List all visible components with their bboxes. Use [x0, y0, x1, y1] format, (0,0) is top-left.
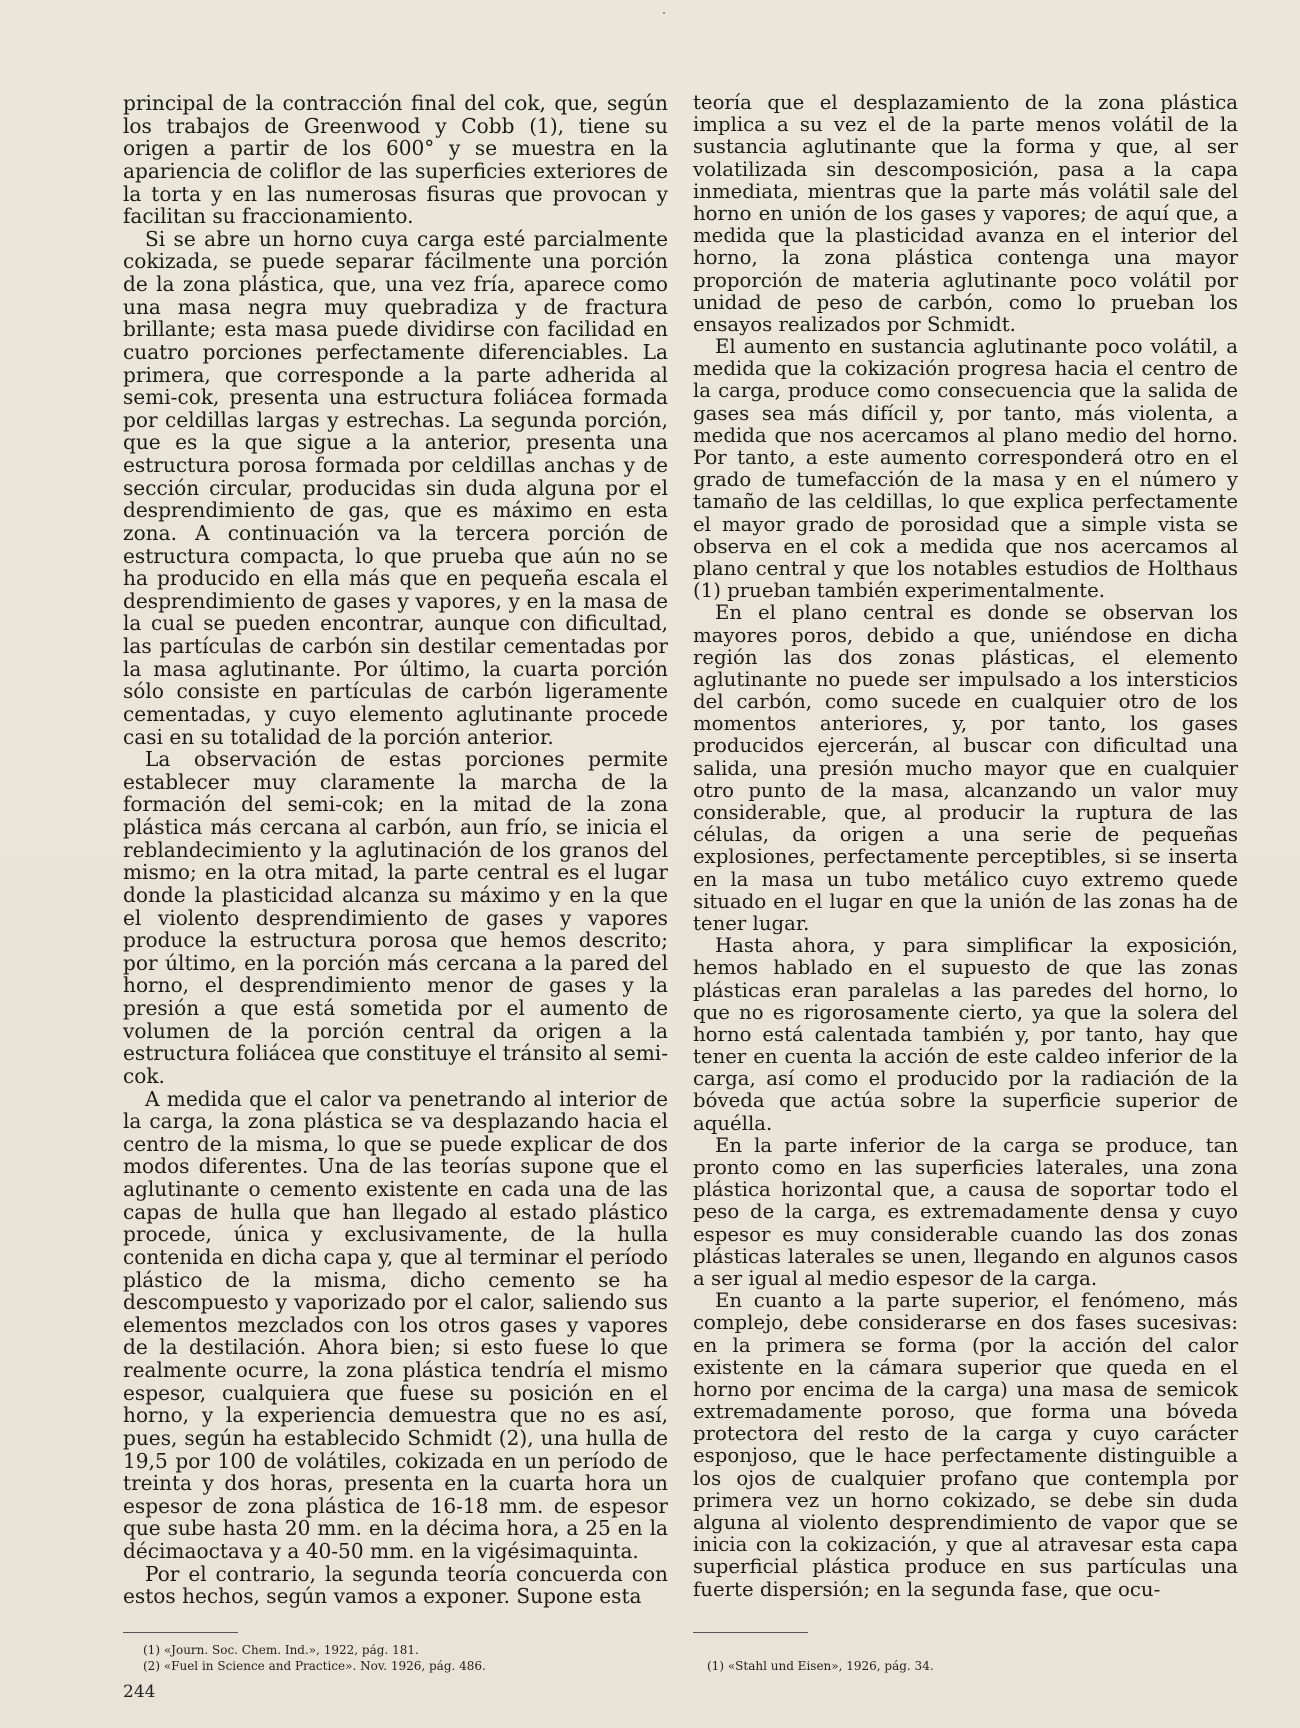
page-number: 244 — [123, 1682, 156, 1702]
footnote-rule-left — [123, 1632, 238, 1633]
right-column — [693, 92, 1238, 1601]
footnote-left-1: (1) «Journ. Soc. Chem. Ind.», 1922, pág. 181. — [143, 1643, 419, 1657]
paragraph: El aumento en sustancia aglutinante poco volátil, a medida que la cokización progresa hacia el centro de la carga, produce como consecuencia que la salida de gases sea más difícil y, por tanto, más violenta, a medida que nos acercamos al plano medio del horno. Por tanto, a este aumento corresponderá otro en el grado de tumefacción de la masa y en el número y tamaño de las celdillas, lo que explica perfectamente el mayor grado de porosidad que a simple vista se observa en el cok a medida que nos acercamos al plano central y que los notables estudios de Holthaus (1) prueban también experimentalmente. — [693, 335, 1238, 603]
paragraph: En cuanto a la parte superior, el fenómeno, más complejo, debe considerarse en dos fases sucesivas: en la primera se forma (por la acción del calor existente en la cámara superior que queda en el horno por encima de la carga) una masa de semicok extremadamente poroso, que forma una bóveda protectora del resto de la carga y cuyo carácter esponjoso, que le hace perfectamente distinguible a los ojos de cualquier profano que contempla por primera vez un horno cokizado, se debe sin duda alguna al violento desprendimiento de vapor que se inicia con la cokización, y que al atravesar esta capa superficial plástica produce en sus partículas una fuerte dispersión; en la segunda fase, que ocu- — [693, 1289, 1238, 1601]
footnote-rule-right — [693, 1632, 808, 1633]
paragraph: Por el contrario, la segunda teoría concuerda con estos hechos, según vamos a exponer. Supone esta — [123, 1561, 668, 1609]
paragraph: En el plano central es donde se observan los mayores poros, debido a que, uniéndose en dicha región las dos zonas plásticas, el elemento aglutinante no puede ser impulsado a los intersticios del carbón, como sucede en cualquier otro de los momentos anteriores, y, por tanto, los gases producidos ejercerán, al buscar con dificultad una salida, una presión mucho mayor que en cualquier otro punto de la masa, alcanzando un valor muy considerable, que, al producir la ruptura de las células, da origen a una serie de pequeñas explosiones, perfectamente perceptibles, si se inserta en la masa un tubo metálico cuyo extremo quede situado en el lugar en que la unión de las zonas ha de tener lugar. — [693, 601, 1238, 935]
footnote-left-2: (2) «Fuel in Science and Practice». Nov. 1926, pág. 486. — [143, 1659, 486, 1673]
paragraph: En la parte inferior de la carga se produce, tan pronto como en las superficies laterales, una zona plástica horizontal que, a causa de soportar todo el peso de la carga, es extremadamente densa y cuyo espesor es muy considerable cuando las dos zonas plásticas laterales se unen, llegando en algunos casos a ser igual al medio espesor de la carga. — [693, 1133, 1238, 1290]
paragraph: A medida que el calor va penetrando al interior de la carga, la zona plástica se va desplazando hacia el centro de la misma, lo que se puede explicar de dos modos diferentes. Una de las teorías supone que el aglutinante o cemento existente en cada una de las capas de hulla que han llegado al estado plástico procede, única y exclusivamente, de la hulla contenida en dicha capa y, que al terminar el período plástico de la misma, dicho cemento se ha descompuesto y vaporizado por el calor, saliendo sus elementos mezclados con los otros gases y vapores de la destilación. Ahora bien; si esto fuese lo que realmente ocurre, la zona plástica tendría el mismo espesor, cualquiera que fuese su posición en el horno, y la experiencia demuestra que no es así, pues, según ha establecido Schmidt (2), una hulla de 19,5 por 100 de volátiles, cokizada en un período de treinta y dos horas, presenta en la cuarta hora un espesor de zona plástica de 16-18 mm. de espesor que sube hasta 20 mm. en la décima hora, a 25 en la décimaoctava y a 40-50 mm. en la vigésimaquinta. — [123, 1086, 668, 1563]
paragraph: teoría que el desplazamiento de la zona plástica implica a su vez el de la parte menos volátil de la sustancia aglutinante que la forma y que, al ser volatilizada sin descomposición, pasa a la capa inmediata, mientras que la parte más volátil sale del horno en unión de los gases y vapores; de aquí que, a medida que la plasticidad avanza en el interior del horno, la zona plástica contenga una mayor proporción de materia aglutinante poco volátil por unidad de peso de carbón, como lo prueban los ensayos realizados por Schmidt. — [693, 91, 1238, 336]
speck — [663, 12, 665, 14]
paragraph: Si se abre un horno cuya carga esté parcialmente cokizada, se puede separar fácilmente una porción de la zona plástica, que, una vez fría, aparece como una masa negra muy quebradiza y de fractura brillante; esta masa puede dividirse con facilidad en cuatro porciones perfectamente diferenciables. La primera, que corresponde a la parte adherida al semi-cok, presenta una estructura foliácea formada por celdillas largas y estrechas. La segunda porción, que es la que sigue a la anterior, presenta una estructura porosa formada por celdillas anchas y de sección circular, producidas sin duda alguna por el desprendimiento de gas, que es máximo en esta zona. A continuación va la tercera porción de estructura compacta, lo que prueba que aún no se ha producido en ella más que en pequeña escala el desprendimiento de gases y vapores, y en la masa de la cual se pueden encontrar, aunque con dificultad, las partículas de carbón sin destilar cementadas por la masa aglutinante. Por último, la cuarta porción sólo consiste en partículas de carbón ligeramente cementadas, y cuyo elemento aglutinante procede casi en su totalidad de la porción anterior. — [123, 226, 668, 749]
paragraph: Hasta ahora, y para simplificar la exposición, hemos hablado en el supuesto de que las zonas plásticas eran paralelas a las paredes del horno, lo que no es rigorosamente cierto, ya que la solera del horno está calentada también y, por tanto, hay que tener en cuenta la acción de este caldeo inferior de la carga, así como el producido por la radiación de la bóveda que actúa sobre la superficie superior de aquélla. — [693, 934, 1238, 1135]
left-column — [123, 92, 668, 1608]
paragraph: La observación de estas porciones permite establecer muy claramente la marcha de la formación del semi-cok; en la mitad de la zona plástica más cercana al carbón, aun frío, se inicia el reblandecimiento y la aglutinación de los granos del mismo; en la otra mitad, la parte central es el lugar donde la plasticidad alcanza su máximo y en la que el violento desprendimiento de gases y vapores produce la estructura porosa que hemos descrito; por último, en la porción más cercana a la pared del horno, el desprendimiento menor de gases y la presión a que está sometida por el aumento de volumen de la porción central da origen a la estructura foliácea que constituye el tránsito al semi-cok. — [123, 747, 668, 1088]
footnote-right-1: (1) «Stahl und Eisen», 1926, pág. 34. — [707, 1659, 934, 1673]
paragraph: principal de la contracción final del cok, que, según los trabajos de Greenwood y Cobb (1), tiene su origen a partir de los 600° y se muestra en la apariencia de coliflor de las superficies exteriores de la torta y en las numerosas fisuras que provocan y facilitan su fraccionamiento. — [123, 91, 668, 229]
